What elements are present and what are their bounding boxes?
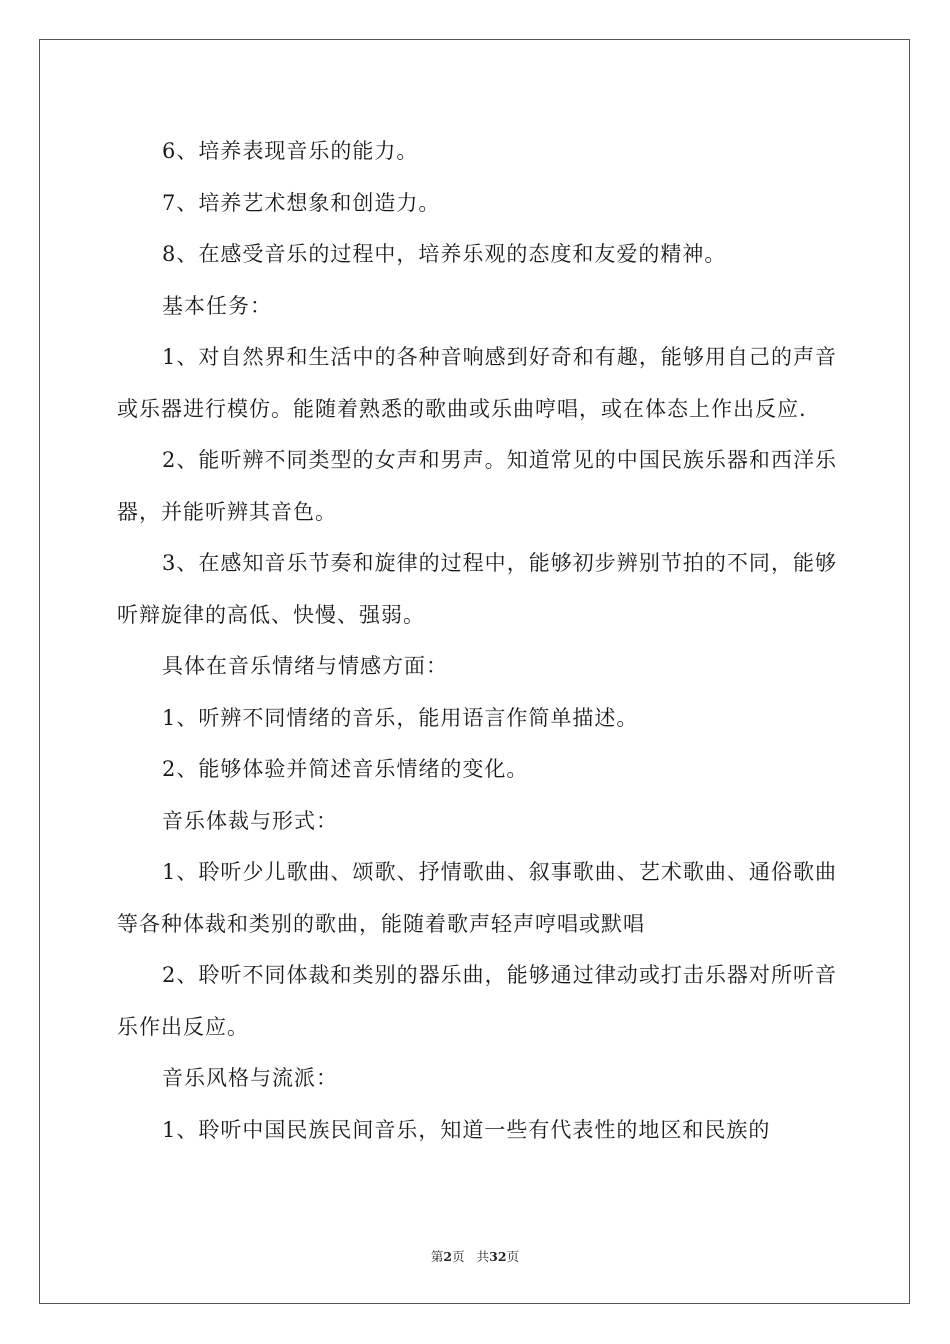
page-footer — [0, 1247, 950, 1265]
paragraph: 8、在感受音乐的过程中，培养乐观的态度和友爱的精神。 — [162, 242, 727, 266]
footer-prefix: 第 — [430, 1249, 444, 1264]
paragraph: 3、在感知音乐节奏和旋律的过程中，能够初步辨别节拍的不同，能够听辩旋律的高低、快慢、强弱。 — [117, 551, 837, 627]
paragraph: 2、能听辨不同类型的女声和男声。知道常见的中国民族乐器和西洋乐器，并能听辨其音色。 — [117, 448, 837, 524]
current-page-number: 2 — [443, 1249, 453, 1264]
footer-page-suffix: 页 — [452, 1249, 465, 1264]
paragraph: 1、听辨不同情绪的音乐，能用语言作简单描述。 — [162, 705, 639, 730]
paragraph: 1、聆听中国民族民间音乐，知道一些有代表性的地区和民族的 — [162, 1117, 771, 1142]
section-heading: 基本任务： — [162, 293, 272, 318]
document-body — [117, 126, 837, 1156]
footer-total-suffix: 页 — [506, 1249, 520, 1264]
total-page-count: 32 — [489, 1249, 507, 1264]
paragraph: 2、能够体验并简述音乐情绪的变化。 — [162, 757, 529, 781]
section-heading: 音乐体裁与形式： — [162, 808, 338, 833]
paragraph: 1、对自然界和生活中的各种音响感到好奇和有趣，能够用自己的声音或乐器进行模仿。能随着熟悉的歌曲或乐曲哼唱，或在体态上作出反应. — [117, 345, 837, 421]
section-heading: 音乐风格与流派： — [162, 1066, 338, 1090]
paragraph: 1、聆听少儿歌曲、颂歌、抒情歌曲、叙事歌曲、艺术歌曲、通俗歌曲等各种体裁和类别的歌曲，能随着歌声轻声哼唱或默唱 — [117, 860, 837, 936]
paragraph: 6、培养表现音乐的能力。 — [162, 139, 419, 163]
paragraph: 7、培养艺术想象和创造力。 — [162, 190, 441, 215]
footer-total-prefix: 共 — [476, 1249, 490, 1264]
paragraph: 2、聆听不同体裁和类别的器乐曲，能够通过律动或打击乐器对所听音乐作出反应。 — [117, 963, 837, 1039]
section-heading: 具体在音乐情绪与情感方面： — [162, 654, 448, 678]
